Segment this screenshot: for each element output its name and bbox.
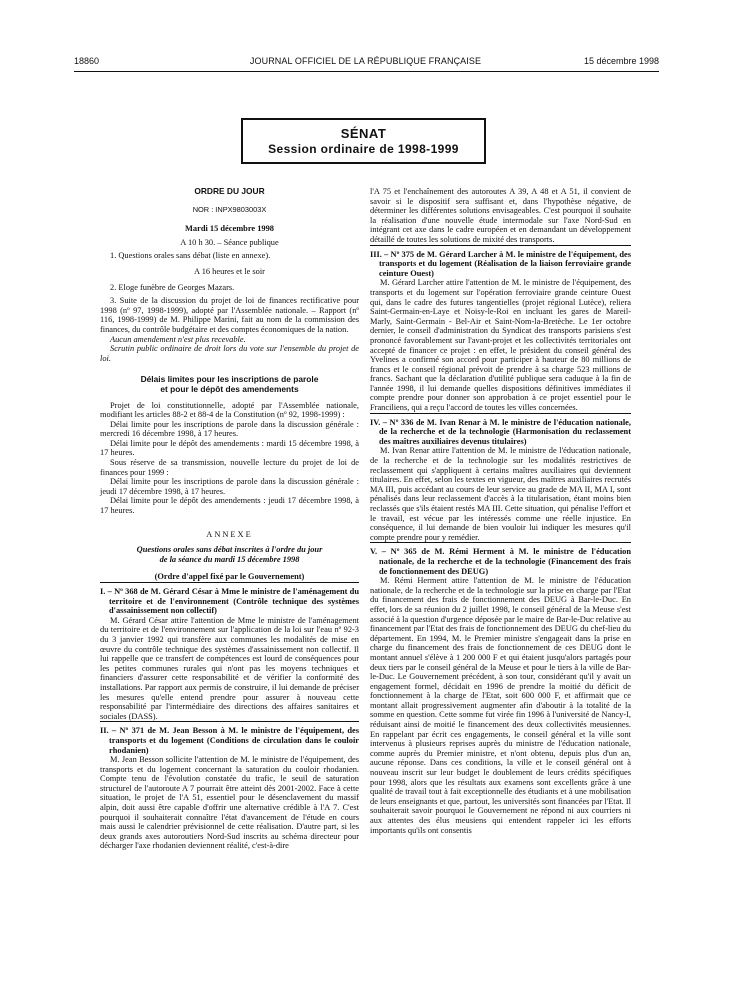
question-2-body: M. Jean Besson sollicite l'attention de M. le ministre de l'équipement, des transports et du logement concernant la saturation du couloir rhodanien. Compte tenu de l'évolution constatée du trafic, le seuil de saturation structurel de l'autoroute A 7 pourrait être atteint dès 2001-2002. Face à cette situation, le projet de l'A 51, essentiel pour le désenclavement du massif alpin, doit aussi être capable d'offrir une alternative crédible à l'A 7. C'est pourquoi il souhaiterait connaître l'état d'avancement de l'étude en cours mais aussi le calendrier prévisionnel de cette réalisation. D'autre part, si les deux grands axes autoroutiers Nord-Sud inscrits au schéma directeur pour décharger l'axe rhodanien deviennent réalité, c'est-à-dire xyxy=(100,755,359,851)
delais-paragraph: Délai limite pour le dépôt des amendements : jeudi 17 décembre 1998, à 17 heures. xyxy=(100,496,359,516)
delais-paragraph: Délai limite pour les inscriptions de parole dans la discussion générale : mercredi 16 décembre 1998, à 17 heures. xyxy=(100,419,359,439)
nor-reference: NOR : INPX9803003X xyxy=(192,204,267,214)
running-header xyxy=(0,56,731,70)
question-1-body: M. Gérard César attire l'attention de Mme le ministre de l'aménagement du territoire et de l'environnement sur l'application de la loi sur l'eau nº 92-3 du 3 janvier 1992 qui transfère aux communes les modalités de mise en œuvre du contrôle technique des systèmes d'assainissement non collectif. Il lui rappelle que ce transfert de compétences est lourd de conséquences pour les petites communes rurales qui n'ont pas les moyens techniques et financiers d'assurer cette responsabilité et de vérifier la conformité des installations. Par rapport aux permis de construire, il lui demande de préciser les mesures qu'elle entend prendre pour assurer à nouveau cette responsabilité par l'intermédiaire des directions des affaires sanitaires et sociales (DASS). xyxy=(100,615,359,721)
left-column xyxy=(100,187,359,851)
delais-paragraph: Délai limite pour les inscriptions de parole dans la discussion générale : jeudi 17 décembre 1998, à 17 heures. xyxy=(100,477,359,496)
header-rule xyxy=(74,71,659,72)
delais-paragraph: Sous réserve de sa transmission, nouvelle lecture du projet de loi de finances pour 1999 : xyxy=(100,458,359,477)
journal-title: JOURNAL OFFICIEL DE LA RÉPUBLIQUE FRANÇAISE xyxy=(249,56,482,66)
question-5-heading: V. – Nº 365 de M. Rémi Herment à M. le ministre de l'éducation nationale, de la recherche et de la technologie (Financement des frais de fonctionnement des DEUG) xyxy=(370,547,631,576)
question-separator xyxy=(370,413,631,414)
question-1-heading: I. – Nº 368 de M. Gérard César à Mme le ministre de l'aménagement du territoire et de l'environnement (Contrôle technique des systèmes d'assainissement non collectif) xyxy=(100,587,359,616)
session-title: Session ordinaire de 1998-1999 xyxy=(268,142,459,156)
ordre-du-jour-title: ORDRE DU JOUR xyxy=(194,186,265,196)
seance-afternoon: A 16 heures et le soir xyxy=(194,266,265,276)
delais-title-line2: et pour le dépôt des amendements xyxy=(160,383,299,394)
question-separator xyxy=(370,245,631,246)
agenda-item-3: 3. Suite de la discussion du projet de loi de finances rectificative pour 1998 (nº 97, 1998-1999), adopté par l'Assemblée nationale. – Rapport (nº 116, 1998-1999) de M. Philippe Marini, fait au nom de la commission des finances, du contrôle budgétaire et des comptes économiques de la nation. xyxy=(100,296,359,334)
delais-paragraph: Projet de loi constitutionnelle, adopté par l'Assemblée nationale, modifiant les articles 88-2 et 88-4 de la Constitution (nº 92, 1998-1999) : xyxy=(100,400,359,420)
question-4-body: M. Ivan Renar attire l'attention de M. le ministre de l'éducation nationale, de la recherche et de la technologie sur les modalités restrictives de reclassement qui s'appliquent à certains maîtres auxiliaires qui deviennent titulaires. En effet, selon les textes en vigueur, des maîtres auxiliaires recrutés MA III, puis accédant au cours de leur service au grade de MA II, MA I, sont pénalisés dans leur reclassement d'accès à la titularisation, étant moins bien reclassés que s'ils étaient restés MA III. Cette situation, qui pénalise l'effort et le travail, est vécue par les intéressés comme une réelle injustice. En conséquence, il lui demande de bien vouloir lui indiquer les mesures qu'il compte prendre pour y remédier. xyxy=(370,446,631,542)
delais-title-line1: Délais limites pour les inscriptions de parole xyxy=(140,374,319,385)
annexe-title: ANNEXE xyxy=(206,529,253,539)
day-heading: Mardi 15 décembre 1998 xyxy=(185,224,274,234)
agenda-item-1: 1. Questions orales sans débat (liste en annexe). xyxy=(110,251,271,261)
issue-date: 15 décembre 1998 xyxy=(583,56,659,66)
question-separator xyxy=(100,582,359,583)
question-3-body: M. Gérard Larcher attire l'attention de M. le ministre de l'équipement, des transports et du logement sur l'opération ferroviaire grande ceinture Ouest qui, dans le cadre des futures tangentielles (projet régional Lutèce), reliera Saint-Germain-en-Laye et Noisy-le-Roi en incluant les gares de Mareil-Marly, Saint-Germain - Bel-Air et Saint-Nom-la-Bretèche. Le 1er octobre dernier, le conseil d'administration du Syndicat des transports parisiens s'est prononcé favorablement sur l'avant-projet et les collectivités territoriales ont accepté de financer ce projet : en effet, le président du conseil général des Yvelines a confirmé son accord pour participer à hauteur de 80 millions de francs et le conseil régional prévoit de prendre à sa charge 523 millions de francs. Sachant que la déclaration d'utilité publique sera caduque à la fin de l'année 1998, il lui demande quelles dispositions définitives immédiates il compte prendre pour donner son approbation à ce projet essentiel pour le Franciliens, qui a reçu l'accord de toutes les villes concernées. xyxy=(370,278,631,413)
question-5-body: M. Rémi Herment attire l'attention de M. le ministre de l'éducation nationale, de la recherche et de la technologie sur la prise en charge par l'Etat du financement des frais de fonctionnement des DEUG à Bar-le-Duc. En effet, lors de sa réunion du 2 juillet 1998, le conseil général de la Meuse s'est associé à la question d'urgence déposée par le maire de Bar-le-Duc relative au financement par l'Etat des frais de fonctionnement des DEUG du chef-lieu du département. En 1994, M. le Premier ministre s'engageait dans la prise en charge du financement des frais de fonctionnement de ces DEUG dont le montant annuel s'élève à 1 200 000 F et qui étaient jusqu'alors partagés pour deux tiers par le conseil général de la Meuse et pour le tiers à la ville de Bar-le-Duc. Le Gouvernement précédent, à son tour, considérant qu'il y avait un engagement formel, décidait en 1996 de prendre la moitié du déficit de fonctionnement à la charge de l'Etat, soit 600 000 F, et affirmait que ce montant allait progressivement augmenter afin d'aboutir à la totalité de la somme en question. Cette somme fut virée fin 1996 à l'université de Nancy-I, réduisant ainsi de moitié le financement des deux collectivités meusiennes. En rappelant par écrit ces engagements, le conseil général et la ville sont intervenus à plusieurs reprises auprès du ministre de l'éducation nationale, comme auprès du Premier ministre, et n'ont obtenu, depuis plus d'un an, aucune réponse. Dans ces conditions, la ville et le conseil général ont à nouveau inscrit sur leur budget le doublement de leurs crédits spécifiques pour 1998, alors que les résultats aux examens sont excellents grâce à une qualité de travail tout à fait exceptionnelle des étudiants et à une mobilisation de leurs enseignants et que, partout, les universités sont financées par l'Etat. Il souhaiterait savoir pourquoi le Gouvernement ne répond ni aux courriers ni aux attentes des élus meusiens qui entendent rappeler ici les efforts importants qu'ils ont consentis xyxy=(370,576,631,835)
delais-paragraph: Délai limite pour le dépôt des amendements : mardi 15 décembre 1998, à 17 heures. xyxy=(100,438,359,458)
agenda-item-2: 2. Eloge funèbre de Georges Mazars. xyxy=(110,282,235,292)
question-3-heading: III. – Nº 375 de M. Gérard Larcher à M. le ministre de l'équipement, des transports et du logement (Réalisation de la liaison ferroviaire grande ceinture Ouest) xyxy=(370,249,631,278)
question-2-heading: II. – Nº 371 de M. Jean Besson à M. le ministre de l'équipement, des transports et du logement (Conditions de circulation dans le couloir rhodanien) xyxy=(100,726,359,755)
question-separator xyxy=(100,721,359,722)
question-2-continuation: l'A 75 et l'enchaînement des autoroutes A 39, A 48 et A 51, il convient de savoir si le dispositif sera suffisant et, dans l'hypothèse négative, de déterminer les différentes solutions envisageables. C'est pourquoi il souhaite la réalisation d'une nouvelle étude intermodale sur l'axe Nord-Sud en intégrant cet axe dans le cadre européen et en demandant un développement détaillé de toutes les solutions de mixité des transports. xyxy=(370,187,631,244)
seance-morning: A 10 h 30. – Séance publique xyxy=(180,237,279,247)
senat-title-box xyxy=(241,118,486,164)
agenda-note-2: Scrutin public ordinaire de droit lors du vote sur l'ensemble du projet de loi. xyxy=(100,344,359,363)
senat-title: SÉNAT xyxy=(340,126,387,141)
question-separator xyxy=(370,542,631,543)
page-number: 18860 xyxy=(74,56,100,66)
ordre-appel: (Ordre d'appel fixé par le Gouvernement) xyxy=(154,572,305,582)
right-column xyxy=(370,187,631,835)
agenda-note-1: Aucun amendement n'est plus recevable. xyxy=(110,334,246,344)
annexe-subtitle-1: Questions orales sans débat inscrites à l'ordre du jour xyxy=(136,545,323,555)
annexe-subtitle-2: de la séance du mardi 15 décembre 1998 xyxy=(159,554,300,564)
question-4-heading: IV. – Nº 336 de M. Ivan Renar à M. le ministre de l'éducation nationale, de la recherche et de la technologie (Harmonisation du reclassement des maîtres auxiliaires devenus titulaires) xyxy=(370,417,631,446)
